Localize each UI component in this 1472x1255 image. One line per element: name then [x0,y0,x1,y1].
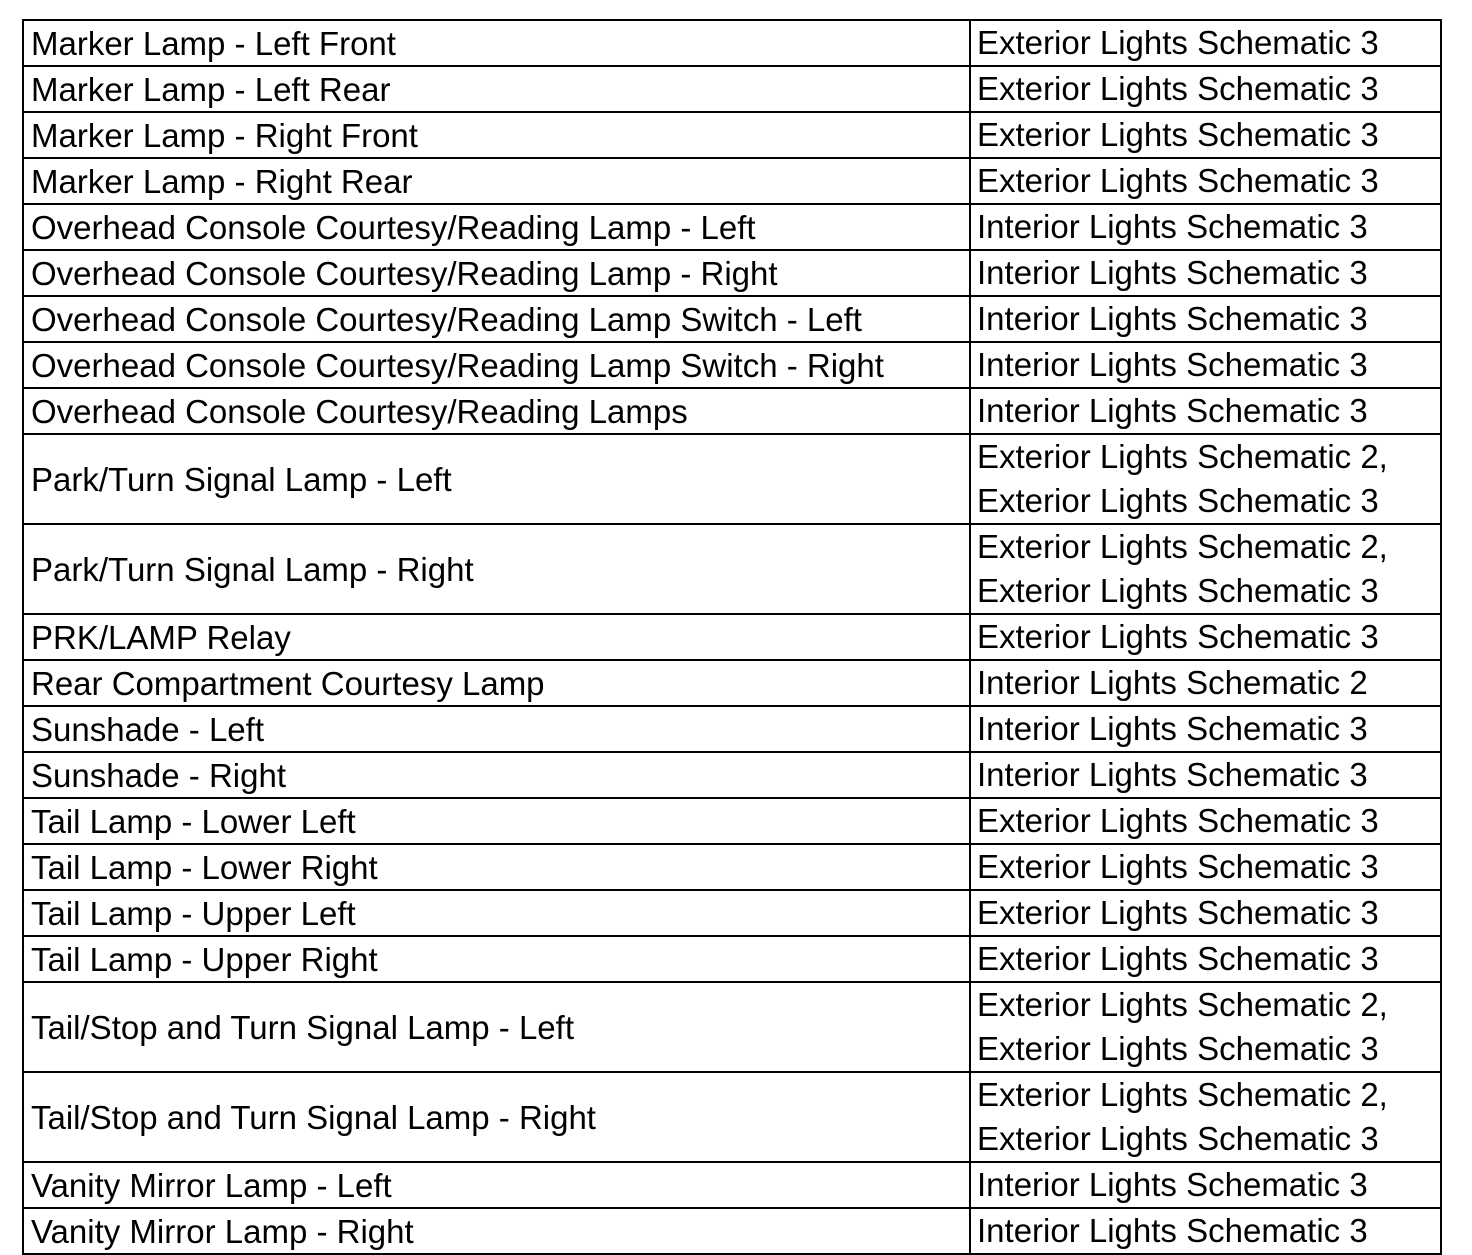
component-name-cell: Tail Lamp - Upper Left [23,890,970,936]
table-row [23,614,1441,660]
schematic-location-cell [970,296,1441,342]
component-name-cell: Tail Lamp - Lower Right [23,844,970,890]
table-row [23,890,1441,936]
table-row [23,1162,1441,1208]
schematic-reference: Interior Lights Schematic 3 [977,254,1368,291]
schematic-location-cell [970,388,1441,434]
table-row [23,660,1441,706]
schematic-location-cell [970,844,1441,890]
component-name-cell: Tail Lamp - Lower Left [23,798,970,844]
schematic-location-cell [970,20,1441,66]
table-row [23,936,1441,982]
schematic-location-cell [970,614,1441,660]
schematic-reference: Interior Lights Schematic 2 [977,664,1368,701]
schematic-reference: Exterior Lights Schematic 2, [977,528,1388,565]
schematic-reference: Exterior Lights Schematic 3 [977,802,1379,839]
table-row [23,434,1441,524]
schematic-reference: Exterior Lights Schematic 2, [977,438,1388,475]
component-name-cell: Sunshade - Left [23,706,970,752]
schematic-reference: Interior Lights Schematic 3 [977,392,1368,429]
component-index-sheet [22,19,1440,1255]
schematic-location-cell [970,936,1441,982]
schematic-reference: Interior Lights Schematic 3 [977,208,1368,245]
table-row [23,752,1441,798]
component-name-cell: Overhead Console Courtesy/Reading Lamps [23,388,970,434]
schematic-reference: Exterior Lights Schematic 3 [977,618,1379,655]
component-name-cell: PRK/LAMP Relay [23,614,970,660]
schematic-reference: Exterior Lights Schematic 3 [977,848,1379,885]
schematic-reference: Exterior Lights Schematic 3 [977,894,1379,931]
table-row [23,388,1441,434]
schematic-location-cell [970,1162,1441,1208]
table-row [23,112,1441,158]
schematic-location-cell [970,434,1441,524]
table-row [23,1208,1441,1254]
component-name-cell: Park/Turn Signal Lamp - Right [23,524,970,614]
schematic-reference: Exterior Lights Schematic 3 [977,24,1379,61]
component-name-cell: Park/Turn Signal Lamp - Left [23,434,970,524]
schematic-reference: Interior Lights Schematic 3 [977,710,1368,747]
table-row [23,1072,1441,1162]
schematic-reference: Exterior Lights Schematic 3 [977,940,1379,977]
table-row [23,524,1441,614]
component-name-cell: Overhead Console Courtesy/Reading Lamp - Right [23,250,970,296]
table-row [23,20,1441,66]
schematic-location-cell [970,752,1441,798]
table-row [23,250,1441,296]
schematic-location-cell [970,890,1441,936]
schematic-location-cell [970,706,1441,752]
schematic-reference: Interior Lights Schematic 3 [977,1212,1368,1249]
component-name-cell: Tail/Stop and Turn Signal Lamp - Right [23,1072,970,1162]
component-name-cell: Overhead Console Courtesy/Reading Lamp - Left [23,204,970,250]
component-location-table [22,19,1442,1255]
component-name-cell: Tail/Stop and Turn Signal Lamp - Left [23,982,970,1072]
table-body [23,20,1441,1254]
schematic-reference: Exterior Lights Schematic 3 [977,1030,1379,1067]
table-row [23,982,1441,1072]
schematic-location-cell [970,342,1441,388]
table-row [23,158,1441,204]
schematic-location-cell [970,204,1441,250]
component-name-cell: Marker Lamp - Left Rear [23,66,970,112]
schematic-reference: Exterior Lights Schematic 3 [977,572,1379,609]
schematic-location-cell [970,1072,1441,1162]
schematic-location-cell [970,798,1441,844]
table-row [23,66,1441,112]
schematic-location-cell [970,158,1441,204]
component-name-cell: Overhead Console Courtesy/Reading Lamp Switch - Right [23,342,970,388]
schematic-reference: Exterior Lights Schematic 3 [977,70,1379,107]
schematic-reference: Exterior Lights Schematic 3 [977,1120,1379,1157]
component-name-cell: Vanity Mirror Lamp - Right [23,1208,970,1254]
schematic-location-cell [970,66,1441,112]
schematic-reference: Interior Lights Schematic 3 [977,1166,1368,1203]
component-name-cell: Rear Compartment Courtesy Lamp [23,660,970,706]
schematic-location-cell [970,524,1441,614]
schematic-reference: Exterior Lights Schematic 3 [977,482,1379,519]
schematic-reference: Interior Lights Schematic 3 [977,300,1368,337]
schematic-reference: Exterior Lights Schematic 3 [977,116,1379,153]
component-name-cell: Marker Lamp - Left Front [23,20,970,66]
table-row [23,296,1441,342]
table-row [23,844,1441,890]
schematic-location-cell [970,1208,1441,1254]
schematic-location-cell [970,112,1441,158]
schematic-reference: Exterior Lights Schematic 2, [977,1076,1388,1113]
schematic-reference: Interior Lights Schematic 3 [977,756,1368,793]
component-name-cell: Vanity Mirror Lamp - Left [23,1162,970,1208]
schematic-reference: Exterior Lights Schematic 2, [977,986,1388,1023]
component-name-cell: Sunshade - Right [23,752,970,798]
component-name-cell: Marker Lamp - Right Rear [23,158,970,204]
table-row [23,204,1441,250]
component-name-cell: Tail Lamp - Upper Right [23,936,970,982]
table-row [23,342,1441,388]
schematic-reference: Exterior Lights Schematic 3 [977,162,1379,199]
table-row [23,798,1441,844]
schematic-reference: Interior Lights Schematic 3 [977,346,1368,383]
schematic-location-cell [970,660,1441,706]
component-name-cell: Marker Lamp - Right Front [23,112,970,158]
schematic-location-cell [970,982,1441,1072]
table-row [23,706,1441,752]
component-name-cell: Overhead Console Courtesy/Reading Lamp Switch - Left [23,296,970,342]
schematic-location-cell [970,250,1441,296]
